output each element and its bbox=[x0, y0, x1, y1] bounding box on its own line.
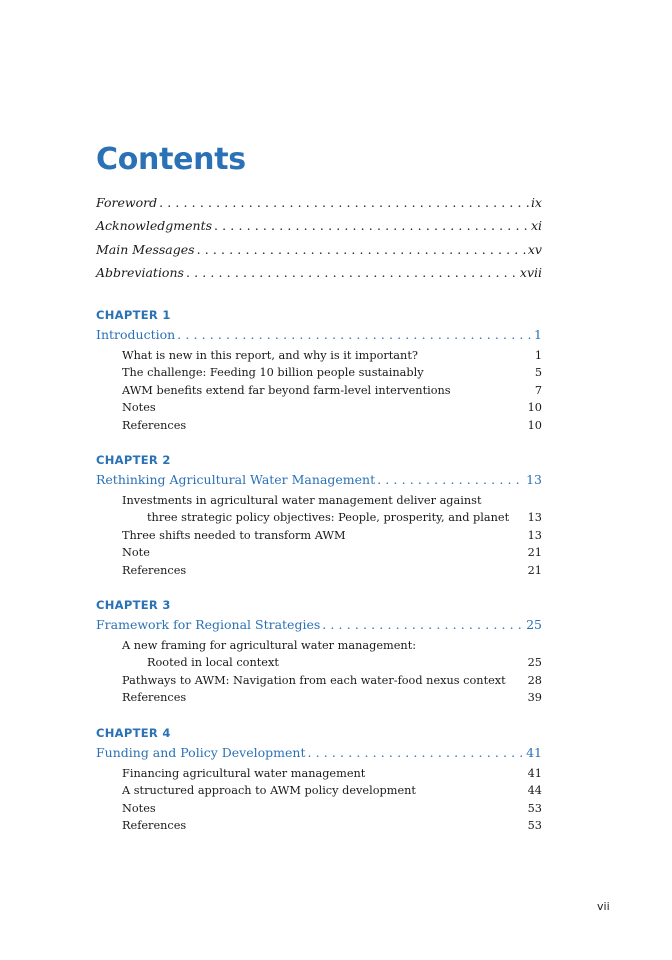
chapter-title: Introduction bbox=[96, 327, 176, 342]
toc-entry-label: Main Messages bbox=[96, 241, 195, 257]
section-page: 41 bbox=[527, 767, 542, 780]
chapter-3-section bbox=[96, 598, 542, 707]
section-title: References bbox=[122, 563, 187, 577]
section-title: References bbox=[122, 691, 187, 705]
section-title: Note bbox=[122, 546, 150, 560]
section-entry[interactable] bbox=[96, 637, 542, 672]
section-list bbox=[96, 637, 542, 707]
dot-leader bbox=[322, 617, 524, 632]
chapter-page: 13 bbox=[526, 472, 542, 487]
section-entry[interactable] bbox=[96, 527, 542, 544]
section-entry[interactable] bbox=[96, 817, 542, 834]
dot-leader bbox=[307, 745, 524, 760]
toc-entry-page: ix bbox=[530, 195, 542, 210]
section-title-line-2: Rooted in local context bbox=[147, 656, 279, 670]
chapter-title-entry[interactable] bbox=[96, 327, 542, 347]
toc-entry-page: xvii bbox=[519, 264, 542, 280]
toc-entry-page: xi bbox=[530, 218, 542, 234]
dot-leader bbox=[159, 195, 529, 210]
section-title: Pathways to AWM: Navigation from each water-food nexus context bbox=[122, 673, 506, 687]
chapter-page: 41 bbox=[526, 745, 542, 760]
section-entry[interactable] bbox=[96, 399, 542, 416]
chapter-title-entry[interactable] bbox=[96, 617, 542, 637]
section-entry[interactable] bbox=[96, 782, 542, 799]
section-page: 21 bbox=[527, 563, 542, 577]
section-entry[interactable] bbox=[96, 382, 542, 399]
section-page: 25 bbox=[527, 656, 542, 670]
section-entry[interactable] bbox=[96, 689, 542, 706]
chapter-title: Rethinking Agricultural Water Management bbox=[96, 472, 376, 487]
dot-leader bbox=[177, 327, 532, 342]
toc-entry-main-messages[interactable] bbox=[96, 242, 542, 265]
toc-entry-foreword[interactable] bbox=[96, 195, 542, 218]
chapter-title-entry[interactable] bbox=[96, 472, 542, 492]
section-list bbox=[96, 492, 542, 579]
section-page: 39 bbox=[527, 691, 542, 705]
section-entry[interactable] bbox=[96, 544, 542, 561]
section-list bbox=[96, 347, 542, 434]
section-page: 7 bbox=[534, 383, 542, 397]
section-title: References bbox=[122, 819, 187, 833]
chapter-page: 25 bbox=[526, 617, 542, 632]
dot-leader bbox=[214, 218, 529, 233]
chapter-1-section bbox=[96, 308, 542, 434]
section-page: 53 bbox=[527, 819, 542, 833]
section-page: 5 bbox=[534, 366, 542, 380]
chapter-label: CHAPTER 1 bbox=[96, 308, 171, 322]
section-page: 44 bbox=[527, 784, 542, 798]
chapter-2-section bbox=[96, 453, 542, 579]
chapter-label: CHAPTER 3 bbox=[96, 598, 171, 612]
dot-leader bbox=[197, 242, 526, 257]
section-title: What is new in this report, and why is it important? bbox=[122, 349, 418, 362]
chapter-4-section bbox=[96, 726, 542, 835]
section-entry[interactable] bbox=[96, 417, 542, 434]
section-entry[interactable] bbox=[96, 347, 542, 364]
page-number: vii bbox=[597, 900, 610, 913]
section-entry[interactable] bbox=[96, 765, 542, 782]
section-page: 13 bbox=[527, 511, 542, 525]
chapter-title: Framework for Regional Strategies bbox=[96, 617, 321, 632]
chapter-title: Funding and Policy Development bbox=[96, 745, 306, 760]
chapter-title-entry[interactable] bbox=[96, 745, 542, 765]
section-page: 53 bbox=[527, 801, 542, 815]
dot-leader bbox=[377, 472, 524, 487]
section-title: Notes bbox=[122, 801, 156, 815]
section-title-line-1: Investments in agricultural water management deliver against bbox=[122, 494, 482, 507]
section-title: Notes bbox=[122, 401, 156, 415]
page-title: Contents bbox=[96, 142, 246, 177]
section-page: 10 bbox=[527, 418, 542, 432]
section-page: 28 bbox=[527, 673, 542, 687]
section-title: Three shifts needed to transform AWM bbox=[122, 528, 346, 542]
section-title: A structured approach to AWM policy development bbox=[122, 784, 416, 798]
toc-entry-acknowledgments[interactable] bbox=[96, 218, 542, 241]
chapter-label: CHAPTER 4 bbox=[96, 726, 171, 740]
section-page: 13 bbox=[527, 528, 542, 542]
chapter-page: 1 bbox=[534, 327, 542, 342]
section-title: AWM benefits extend far beyond farm-level interventions bbox=[122, 383, 451, 397]
section-page: 21 bbox=[527, 546, 542, 560]
section-entry[interactable] bbox=[96, 364, 542, 381]
toc-entry-abbreviations[interactable] bbox=[96, 265, 542, 288]
section-entry[interactable] bbox=[96, 492, 542, 527]
section-list bbox=[96, 765, 542, 835]
section-title-line-2: three strategic policy objectives: People, prosperity, and planet bbox=[147, 511, 510, 525]
section-entry[interactable] bbox=[96, 800, 542, 817]
front-matter-list bbox=[96, 195, 542, 288]
toc-entry-label: Foreword bbox=[96, 195, 158, 210]
toc-entry-label: Acknowledgments bbox=[96, 218, 213, 234]
section-title: References bbox=[122, 418, 187, 432]
section-title: Financing agricultural water management bbox=[122, 767, 366, 780]
section-page: 1 bbox=[534, 349, 542, 362]
chapter-label: CHAPTER 2 bbox=[96, 453, 171, 467]
section-entry[interactable] bbox=[96, 672, 542, 689]
section-entry[interactable] bbox=[96, 562, 542, 579]
toc-entry-label: Abbreviations bbox=[96, 264, 184, 280]
section-title: The challenge: Feeding 10 billion people sustainably bbox=[122, 366, 424, 380]
section-page: 10 bbox=[527, 401, 542, 415]
dot-leader bbox=[186, 265, 518, 280]
toc-entry-page: xv bbox=[527, 241, 542, 257]
section-title-line-1: A new framing for agricultural water management: bbox=[122, 639, 417, 652]
